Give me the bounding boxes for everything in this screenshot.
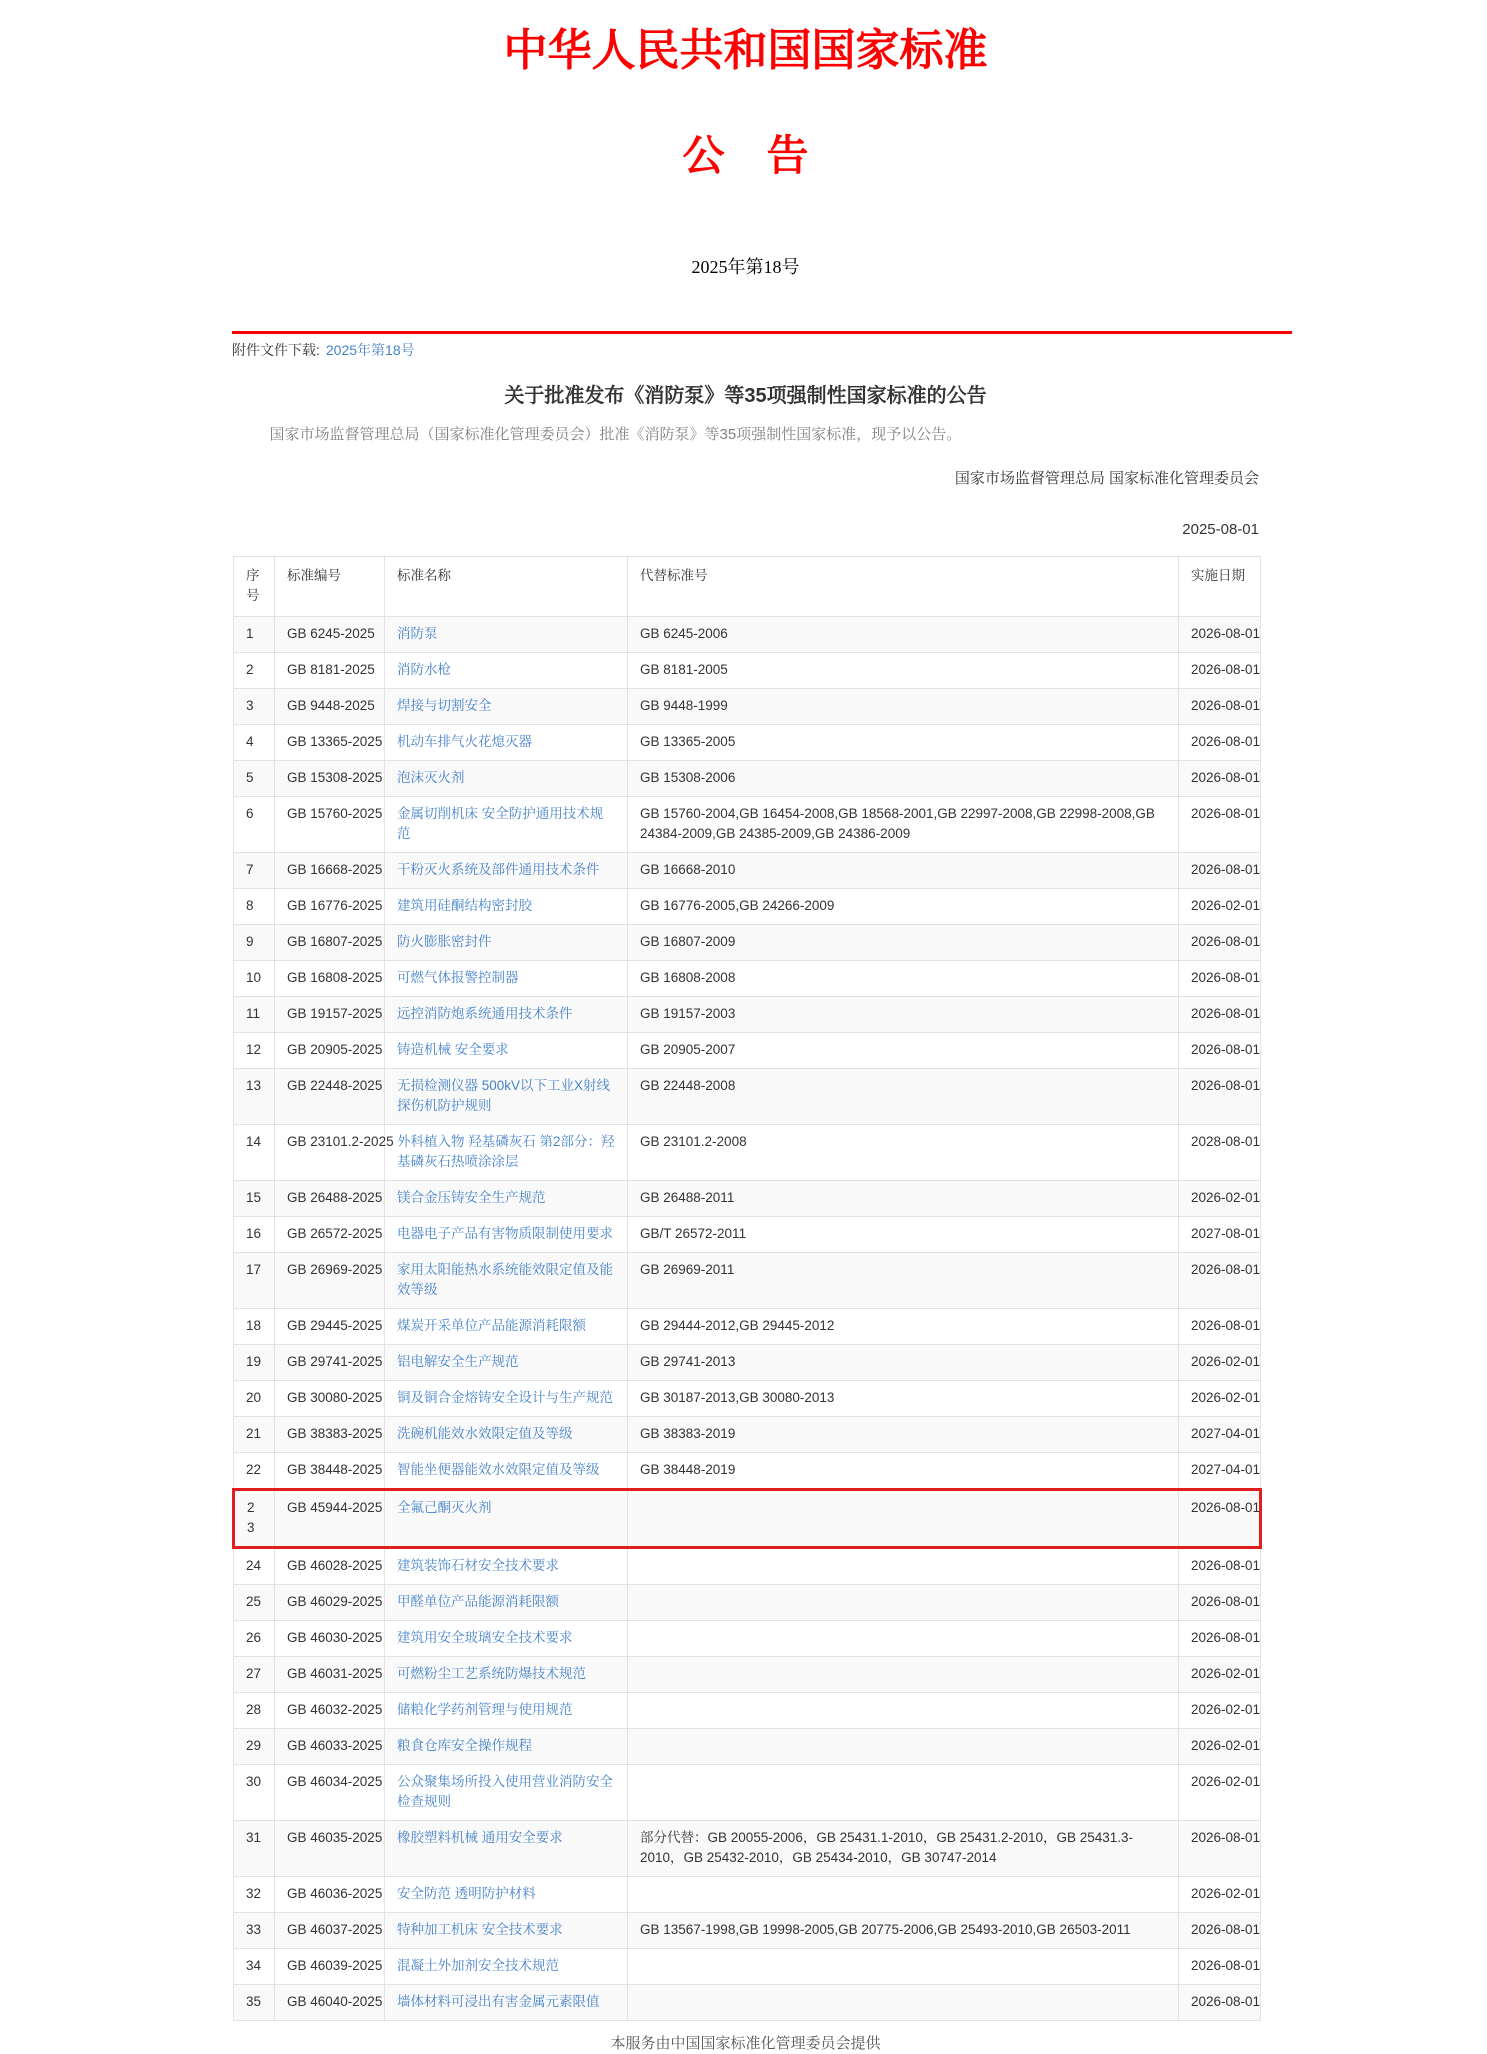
cell-name [385, 760, 628, 796]
cell-no: 6 [234, 796, 275, 852]
table-row [234, 996, 1261, 1032]
standard-name-link[interactable]: 镁合金压铸安全生产规范 [397, 1189, 546, 1205]
cell-no: 28 [234, 1692, 275, 1728]
cell-replaces [628, 1489, 1179, 1547]
cell-no: 12 [234, 1032, 275, 1068]
cell-code: GB 46040-2025 [275, 1984, 385, 2020]
announcement-heading: 关于批准发布《消防泵》等35项强制性国家标准的公告 [504, 384, 987, 407]
standard-name-link[interactable]: 铸造机械 安全要求 [397, 1041, 509, 1057]
cell-replaces [628, 1620, 1179, 1656]
cell-replaces [628, 1692, 1179, 1728]
standard-name-link[interactable]: 机动车排气火花熄灭器 [397, 733, 532, 749]
cell-code: GB 15760-2025 [275, 796, 385, 852]
cell-no: 13 [234, 1068, 275, 1124]
cell-code: GB 15308-2025 [275, 760, 385, 796]
cell-code: GB 38383-2025 [275, 1416, 385, 1452]
standard-name-link[interactable]: 家用太阳能热水系统能效限定值及能效等级 [397, 1261, 613, 1297]
cell-replaces: GB 22448-2008 [628, 1068, 1179, 1124]
cell-date: 2026-02-01 [1179, 1876, 1261, 1912]
cell-code: GB 26969-2025 [275, 1252, 385, 1308]
cell-no: 23 [234, 1489, 275, 1547]
cell-replaces: GB 23101.2-2008 [628, 1124, 1179, 1180]
cell-replaces [628, 1728, 1179, 1764]
standard-name-link[interactable]: 储粮化学药剂管理与使用规范 [397, 1701, 573, 1717]
cell-name [385, 688, 628, 724]
attachment-label: 附件文件下载: [232, 341, 320, 358]
cell-name [385, 1948, 628, 1984]
table-row [234, 652, 1261, 688]
cell-replaces: GB 9448-1999 [628, 688, 1179, 724]
column-header-code: 标准编号 [275, 556, 385, 616]
cell-name [385, 960, 628, 996]
cell-date: 2026-02-01 [1179, 1344, 1261, 1380]
cell-no: 22 [234, 1452, 275, 1489]
cell-replaces: GB 29444-2012,GB 29445-2012 [628, 1308, 1179, 1344]
table-row [234, 1380, 1261, 1416]
cell-no: 1 [234, 616, 275, 652]
attachment-link[interactable]: 2025年第18号 [325, 341, 415, 358]
cell-date: 2026-08-01 [1179, 1068, 1261, 1124]
cell-replaces: GB 15760-2004,GB 16454-2008,GB 18568-2001,GB 22997-2008,GB 22998-2008,GB 24384-2009,GB 24385-2009,GB 24386-2009 [628, 796, 1179, 852]
cell-name [385, 924, 628, 960]
cell-name [385, 1068, 628, 1124]
table-row [234, 1068, 1261, 1124]
cell-date: 2026-08-01 [1179, 1984, 1261, 2020]
cell-code: GB 45944-2025 [275, 1489, 385, 1547]
cell-no: 11 [234, 996, 275, 1032]
table-row [234, 1692, 1261, 1728]
cell-name [385, 1984, 628, 2020]
column-header-name: 标准名称 [385, 556, 628, 616]
cell-replaces: GB 8181-2005 [628, 652, 1179, 688]
standard-name-link[interactable]: 铝电解安全生产规范 [397, 1353, 519, 1369]
standard-name-link[interactable]: 混凝土外加剂安全技术规范 [397, 1957, 559, 1973]
cell-date: 2026-08-01 [1179, 1620, 1261, 1656]
cell-code: GB 19157-2025 [275, 996, 385, 1032]
standards-table-body [234, 616, 1261, 2020]
cell-replaces [628, 1984, 1179, 2020]
cell-code: GB 9448-2025 [275, 688, 385, 724]
cell-name [385, 1620, 628, 1656]
cell-date: 2026-08-01 [1179, 1820, 1261, 1876]
standard-name-link[interactable]: 智能坐便器能效水效限定值及等级 [397, 1461, 600, 1477]
table-row [234, 1584, 1261, 1620]
standard-name-link[interactable]: 可燃粉尘工艺系统防爆技术规范 [397, 1665, 586, 1681]
table-row [234, 1252, 1261, 1308]
standard-name-link[interactable]: 防火膨胀密封件 [397, 933, 492, 949]
standard-name-link[interactable]: 焊接与切割安全 [397, 697, 492, 713]
table-row [234, 960, 1261, 996]
cell-replaces: GB 16668-2010 [628, 852, 1179, 888]
cell-no: 2 [234, 652, 275, 688]
cell-replaces: GB 13365-2005 [628, 724, 1179, 760]
table-row [234, 1984, 1261, 2020]
table-row [234, 924, 1261, 960]
table-header-row [234, 556, 1261, 616]
announcement-page [232, 0, 1259, 2054]
cell-date: 2026-02-01 [1179, 1728, 1261, 1764]
cell-replaces: GB 30187-2013,GB 30080-2013 [628, 1380, 1179, 1416]
cell-no: 32 [234, 1876, 275, 1912]
cell-replaces [628, 1547, 1179, 1584]
cell-no: 35 [234, 1984, 275, 2020]
table-row [234, 616, 1261, 652]
cell-code: GB 46035-2025 [275, 1820, 385, 1876]
cell-name [385, 1308, 628, 1344]
cell-replaces: GB 38448-2019 [628, 1452, 1179, 1489]
cell-code: GB 26572-2025 [275, 1216, 385, 1252]
cell-replaces: GB 19157-2003 [628, 996, 1179, 1032]
cell-date: 2027-04-01 [1179, 1452, 1261, 1489]
issue-number: 2025年第18号 [691, 256, 800, 277]
column-header-replaces: 代替标准号 [628, 556, 1179, 616]
cell-no: 34 [234, 1948, 275, 1984]
cell-code: GB 26488-2025 [275, 1180, 385, 1216]
cell-replaces: GB 26969-2011 [628, 1252, 1179, 1308]
cell-code: GB 13365-2025 [275, 724, 385, 760]
cell-name [385, 1547, 628, 1584]
cell-code: GB 46034-2025 [275, 1764, 385, 1820]
cell-date: 2026-08-01 [1179, 688, 1261, 724]
cell-code: GB 6245-2025 [275, 616, 385, 652]
table-row [234, 1180, 1261, 1216]
cell-no: 5 [234, 760, 275, 796]
table-row [234, 1620, 1261, 1656]
cell-name [385, 1452, 628, 1489]
standard-name-link[interactable]: 全氟己酮灭火剂 [397, 1499, 492, 1515]
table-row [234, 1912, 1261, 1948]
cell-name [385, 888, 628, 924]
table-row [234, 760, 1261, 796]
cell-no: 16 [234, 1216, 275, 1252]
announcement-body: 国家市场监督管理总局（国家标准化管理委员会）批准《消防泵》等35项强制性国家标准，现予以公告。 [269, 425, 962, 443]
cell-code: GB 46037-2025 [275, 1912, 385, 1948]
cell-date: 2026-08-01 [1179, 1032, 1261, 1068]
cell-no: 3 [234, 688, 275, 724]
cell-no: 17 [234, 1252, 275, 1308]
cell-no: 29 [234, 1728, 275, 1764]
cell-name [385, 1252, 628, 1308]
cell-date: 2026-08-01 [1179, 996, 1261, 1032]
cell-date: 2026-02-01 [1179, 1692, 1261, 1728]
cell-replaces: 部分代替：GB 20055-2006，GB 25431.1-2010，GB 25431.2-2010，GB 25431.3-2010，GB 25432-2010，GB 25434-2010，GB 30747-2014 [628, 1820, 1179, 1876]
cell-date: 2026-08-01 [1179, 616, 1261, 652]
cell-no: 14 [234, 1124, 275, 1180]
cell-code: GB 30080-2025 [275, 1380, 385, 1416]
standard-name-link[interactable]: 无损检测仪器 500kV以下工业X射线探伤机防护规则 [397, 1077, 611, 1113]
cell-name [385, 1216, 628, 1252]
cell-replaces: GB 13567-1998,GB 19998-2005,GB 20775-2006,GB 25493-2010,GB 26503-2011 [628, 1912, 1179, 1948]
standard-name-link[interactable]: 可燃气体报警控制器 [397, 969, 519, 985]
cell-replaces [628, 1764, 1179, 1820]
cell-date: 2027-08-01 [1179, 1216, 1261, 1252]
cell-name [385, 1489, 628, 1547]
standard-name-link[interactable]: 泡沫灭火剂 [397, 769, 465, 785]
cell-no: 31 [234, 1820, 275, 1876]
cell-name [385, 1344, 628, 1380]
cell-replaces: GB 29741-2013 [628, 1344, 1179, 1380]
standard-name-link[interactable]: 建筑用硅酮结构密封胶 [397, 897, 532, 913]
page-title: 中华人民共和国国家标准 [503, 26, 988, 75]
cell-date: 2026-08-01 [1179, 652, 1261, 688]
cell-code: GB 29741-2025 [275, 1344, 385, 1380]
cell-name [385, 1764, 628, 1820]
table-row [234, 1032, 1261, 1068]
standard-name-link[interactable]: 远控消防炮系统通用技术条件 [397, 1005, 573, 1021]
table-row [234, 1547, 1261, 1584]
cell-name [385, 1656, 628, 1692]
cell-code: GB 16808-2025 [275, 960, 385, 996]
cell-name [385, 652, 628, 688]
cell-code: GB 20905-2025 [275, 1032, 385, 1068]
table-row [234, 852, 1261, 888]
cell-date: 2028-08-01 [1179, 1124, 1261, 1180]
cell-name [385, 1124, 628, 1180]
cell-no: 30 [234, 1764, 275, 1820]
standard-name-link[interactable]: 甲醛单位产品能源消耗限额 [397, 1593, 559, 1609]
cell-replaces [628, 1656, 1179, 1692]
standard-name-link[interactable]: 消防泵 [397, 625, 438, 641]
standard-name-link[interactable]: 特种加工机床 安全技术要求 [397, 1921, 563, 1937]
cell-code: GB 23101.2-2025 [275, 1124, 385, 1180]
cell-code: GB 46039-2025 [275, 1948, 385, 1984]
cell-code: GB 16668-2025 [275, 852, 385, 888]
cell-name [385, 616, 628, 652]
cell-code: GB 8181-2025 [275, 652, 385, 688]
standard-name-link[interactable]: 墙体材料可浸出有害金属元素限值 [397, 1993, 600, 2009]
cell-date: 2026-08-01 [1179, 1584, 1261, 1620]
cell-code: GB 46036-2025 [275, 1876, 385, 1912]
standard-name-link[interactable]: 橡胶塑料机械 通用安全要求 [397, 1829, 563, 1845]
cell-code: GB 46032-2025 [275, 1692, 385, 1728]
cell-code: GB 46030-2025 [275, 1620, 385, 1656]
cell-name [385, 1416, 628, 1452]
cell-name [385, 1728, 628, 1764]
cell-date: 2026-08-01 [1179, 1252, 1261, 1308]
cell-no: 24 [234, 1547, 275, 1584]
cell-code: GB 46029-2025 [275, 1584, 385, 1620]
cell-code: GB 46028-2025 [275, 1547, 385, 1584]
cell-date: 2026-08-01 [1179, 960, 1261, 996]
table-row [234, 1452, 1261, 1489]
cell-replaces: GB 16776-2005,GB 24266-2009 [628, 888, 1179, 924]
standard-name-link[interactable]: 建筑用安全玻璃安全技术要求 [397, 1629, 573, 1645]
cell-name [385, 1912, 628, 1948]
cell-code: GB 29445-2025 [275, 1308, 385, 1344]
cell-name [385, 1380, 628, 1416]
table-row [234, 1764, 1261, 1820]
footer-text: 本服务由中国国家标准化管理委员会提供 [610, 2034, 881, 2052]
cell-date: 2026-08-01 [1179, 1912, 1261, 1948]
issuing-authorities: 国家市场监督管理总局 国家标准化管理委员会 [954, 469, 1259, 487]
cell-no: 27 [234, 1656, 275, 1692]
cell-no: 26 [234, 1620, 275, 1656]
cell-name [385, 796, 628, 852]
cell-date: 2026-02-01 [1179, 1656, 1261, 1692]
cell-no: 20 [234, 1380, 275, 1416]
table-row [234, 1728, 1261, 1764]
cell-replaces: GB/T 26572-2011 [628, 1216, 1179, 1252]
cell-date: 2026-08-01 [1179, 796, 1261, 852]
cell-name [385, 724, 628, 760]
cell-no: 7 [234, 852, 275, 888]
cell-no: 9 [234, 924, 275, 960]
cell-code: GB 16776-2025 [275, 888, 385, 924]
cell-replaces: GB 20905-2007 [628, 1032, 1179, 1068]
cell-replaces: GB 6245-2006 [628, 616, 1179, 652]
cell-date: 2026-08-01 [1179, 924, 1261, 960]
cell-name [385, 1692, 628, 1728]
cell-date: 2026-02-01 [1179, 1764, 1261, 1820]
cell-name [385, 1820, 628, 1876]
cell-name [385, 996, 628, 1032]
announcement-subtitle: 公 告 [682, 133, 809, 180]
cell-date: 2026-08-01 [1179, 760, 1261, 796]
table-row [234, 1308, 1261, 1344]
column-header-no: 序号 [234, 556, 275, 616]
cell-no: 21 [234, 1416, 275, 1452]
cell-replaces: GB 15308-2006 [628, 760, 1179, 796]
standard-name-link[interactable]: 洗碗机能效水效限定值及等级 [397, 1425, 573, 1441]
standard-name-link[interactable]: 铜及铜合金熔铸安全设计与生产规范 [397, 1389, 613, 1405]
cell-date: 2026-08-01 [1179, 1308, 1261, 1344]
cell-no: 33 [234, 1912, 275, 1948]
cell-code: GB 46031-2025 [275, 1656, 385, 1692]
table-row [234, 1948, 1261, 1984]
cell-date: 2026-08-01 [1179, 724, 1261, 760]
cell-code: GB 22448-2025 [275, 1068, 385, 1124]
cell-date: 2026-08-01 [1179, 852, 1261, 888]
column-header-date: 实施日期 [1179, 556, 1261, 616]
cell-name [385, 852, 628, 888]
standard-name-link[interactable]: 安全防范 透明防护材料 [397, 1885, 536, 1901]
cell-name [385, 1584, 628, 1620]
red-divider-rule [232, 331, 1292, 334]
standards-table [232, 556, 1262, 2021]
table-row [234, 1656, 1261, 1692]
cell-replaces: GB 16808-2008 [628, 960, 1179, 996]
cell-name [385, 1180, 628, 1216]
cell-date: 2026-08-01 [1179, 1948, 1261, 1984]
cell-date: 2026-02-01 [1179, 1380, 1261, 1416]
table-row [234, 888, 1261, 924]
table-row [234, 1489, 1261, 1547]
cell-no: 4 [234, 724, 275, 760]
publication-date: 2025-08-01 [1182, 520, 1259, 538]
cell-date: 2026-02-01 [1179, 888, 1261, 924]
cell-date: 2026-02-01 [1179, 1180, 1261, 1216]
cell-no: 18 [234, 1308, 275, 1344]
standard-name-link[interactable]: 粮食仓库安全操作规程 [397, 1737, 532, 1753]
table-row [234, 724, 1261, 760]
cell-name [385, 1032, 628, 1068]
cell-code: GB 16807-2025 [275, 924, 385, 960]
cell-no: 10 [234, 960, 275, 996]
standard-name-link[interactable]: 建筑装饰石材安全技术要求 [397, 1557, 559, 1573]
attachment-row [232, 340, 1259, 360]
standard-name-link[interactable]: 金属切削机床 安全防护通用技术规范 [397, 805, 604, 841]
cell-name [385, 1876, 628, 1912]
standard-name-link[interactable]: 公众聚集场所投入使用营业消防安全检查规则 [397, 1773, 613, 1809]
cell-date: 2027-04-01 [1179, 1416, 1261, 1452]
standard-name-link[interactable]: 消防水枪 [397, 661, 451, 677]
standard-name-link[interactable]: 外科植入物 羟基磷灰石 第2部分：羟基磷灰石热喷涂涂层 [397, 1133, 615, 1169]
cell-replaces [628, 1948, 1179, 1984]
cell-replaces: GB 26488-2011 [628, 1180, 1179, 1216]
cell-replaces [628, 1876, 1179, 1912]
cell-code: GB 46033-2025 [275, 1728, 385, 1764]
table-row [234, 1124, 1261, 1180]
table-row [234, 1344, 1261, 1380]
cell-replaces [628, 1584, 1179, 1620]
standard-name-link[interactable]: 干粉灭火系统及部件通用技术条件 [397, 861, 600, 877]
table-row [234, 688, 1261, 724]
table-row [234, 1876, 1261, 1912]
cell-date: 2026-08-01 [1179, 1547, 1261, 1584]
table-row [234, 1216, 1261, 1252]
cell-no: 19 [234, 1344, 275, 1380]
cell-no: 15 [234, 1180, 275, 1216]
standard-name-link[interactable]: 电器电子产品有害物质限制使用要求 [397, 1225, 613, 1241]
standard-name-link[interactable]: 煤炭开采单位产品能源消耗限额 [397, 1317, 586, 1333]
cell-no: 25 [234, 1584, 275, 1620]
cell-replaces: GB 38383-2019 [628, 1416, 1179, 1452]
cell-code: GB 38448-2025 [275, 1452, 385, 1489]
table-row [234, 796, 1261, 852]
table-row [234, 1416, 1261, 1452]
table-row [234, 1820, 1261, 1876]
cell-replaces: GB 16807-2009 [628, 924, 1179, 960]
cell-date: 2026-08-01 [1179, 1489, 1261, 1547]
cell-no: 8 [234, 888, 275, 924]
